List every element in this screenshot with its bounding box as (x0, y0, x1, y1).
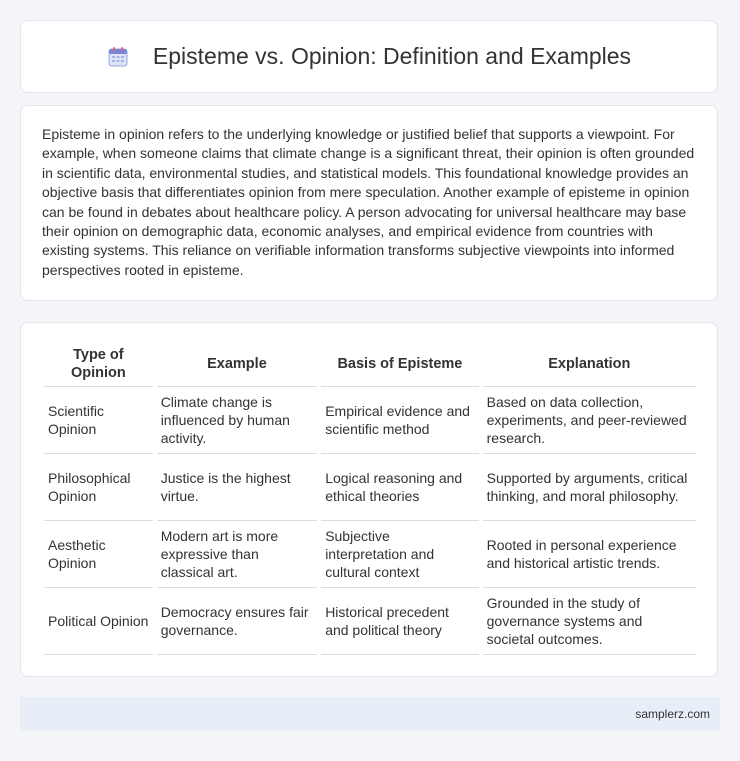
title-card (20, 20, 718, 93)
table-card (20, 322, 718, 677)
footer (20, 697, 720, 730)
cell-basis: Empirical evidence and scientific method (321, 387, 478, 454)
cell-type: Scientific Opinion (44, 387, 153, 454)
table-row (44, 588, 696, 655)
cell-example: Democracy ensures fair governance. (157, 588, 318, 655)
cell-basis: Subjective interpretation and cultural context (321, 521, 478, 588)
table-header-row (44, 341, 696, 387)
cell-type: Philosophical Opinion (44, 454, 153, 521)
intro-card (20, 105, 718, 301)
table-row (44, 387, 696, 454)
cell-example: Modern art is more expressive than classical art. (157, 521, 318, 588)
calendar-icon (107, 46, 129, 68)
cell-type: Political Opinion (44, 588, 153, 655)
footer-site-link[interactable]: samplerz.com (635, 706, 710, 721)
cell-basis: Historical precedent and political theory (321, 588, 478, 655)
cell-example: Justice is the highest virtue. (157, 454, 318, 521)
header-example: Example (157, 341, 318, 387)
cell-explanation: Based on data collection, experiments, and peer-reviewed research. (483, 387, 696, 454)
cell-type: Aesthetic Opinion (44, 521, 153, 588)
comparison-table (40, 341, 700, 655)
intro-paragraph: Episteme in opinion refers to the underlying knowledge or justified belief that supports a viewpoint. For example, when someone claims that climate change is a significant threat, their opinion is often grounded in scientific data, environmental studies, and statistical models. This foundational knowledge provides an objective basis that differentiates opinion from mere speculation. Another example of episteme in opinion can be found in debates about healthcare policy. A person advocating for universal healthcare may base their opinion on demographic data, economic analyses, and empirical evidence from countries with existing systems. This reliance on verifiable information transforms subjective viewpoints into informed perspectives rooted in episteme. (42, 126, 695, 278)
cell-explanation: Supported by arguments, critical thinking, and moral philosophy. (483, 454, 696, 521)
cell-explanation: Rooted in personal experience and historical artistic trends. (483, 521, 696, 588)
cell-explanation: Grounded in the study of governance systems and societal outcomes. (483, 588, 696, 655)
cell-basis: Logical reasoning and ethical theories (321, 454, 478, 521)
cell-example: Climate change is influenced by human activity. (157, 387, 318, 454)
table-row (44, 521, 696, 588)
page-title: Episteme vs. Opinion: Definition and Examples (152, 43, 632, 69)
table-row (44, 454, 696, 521)
header-basis: Basis of Episteme (321, 341, 478, 387)
header-explanation: Explanation (483, 341, 696, 387)
header-type: Type of Opinion (44, 341, 153, 387)
